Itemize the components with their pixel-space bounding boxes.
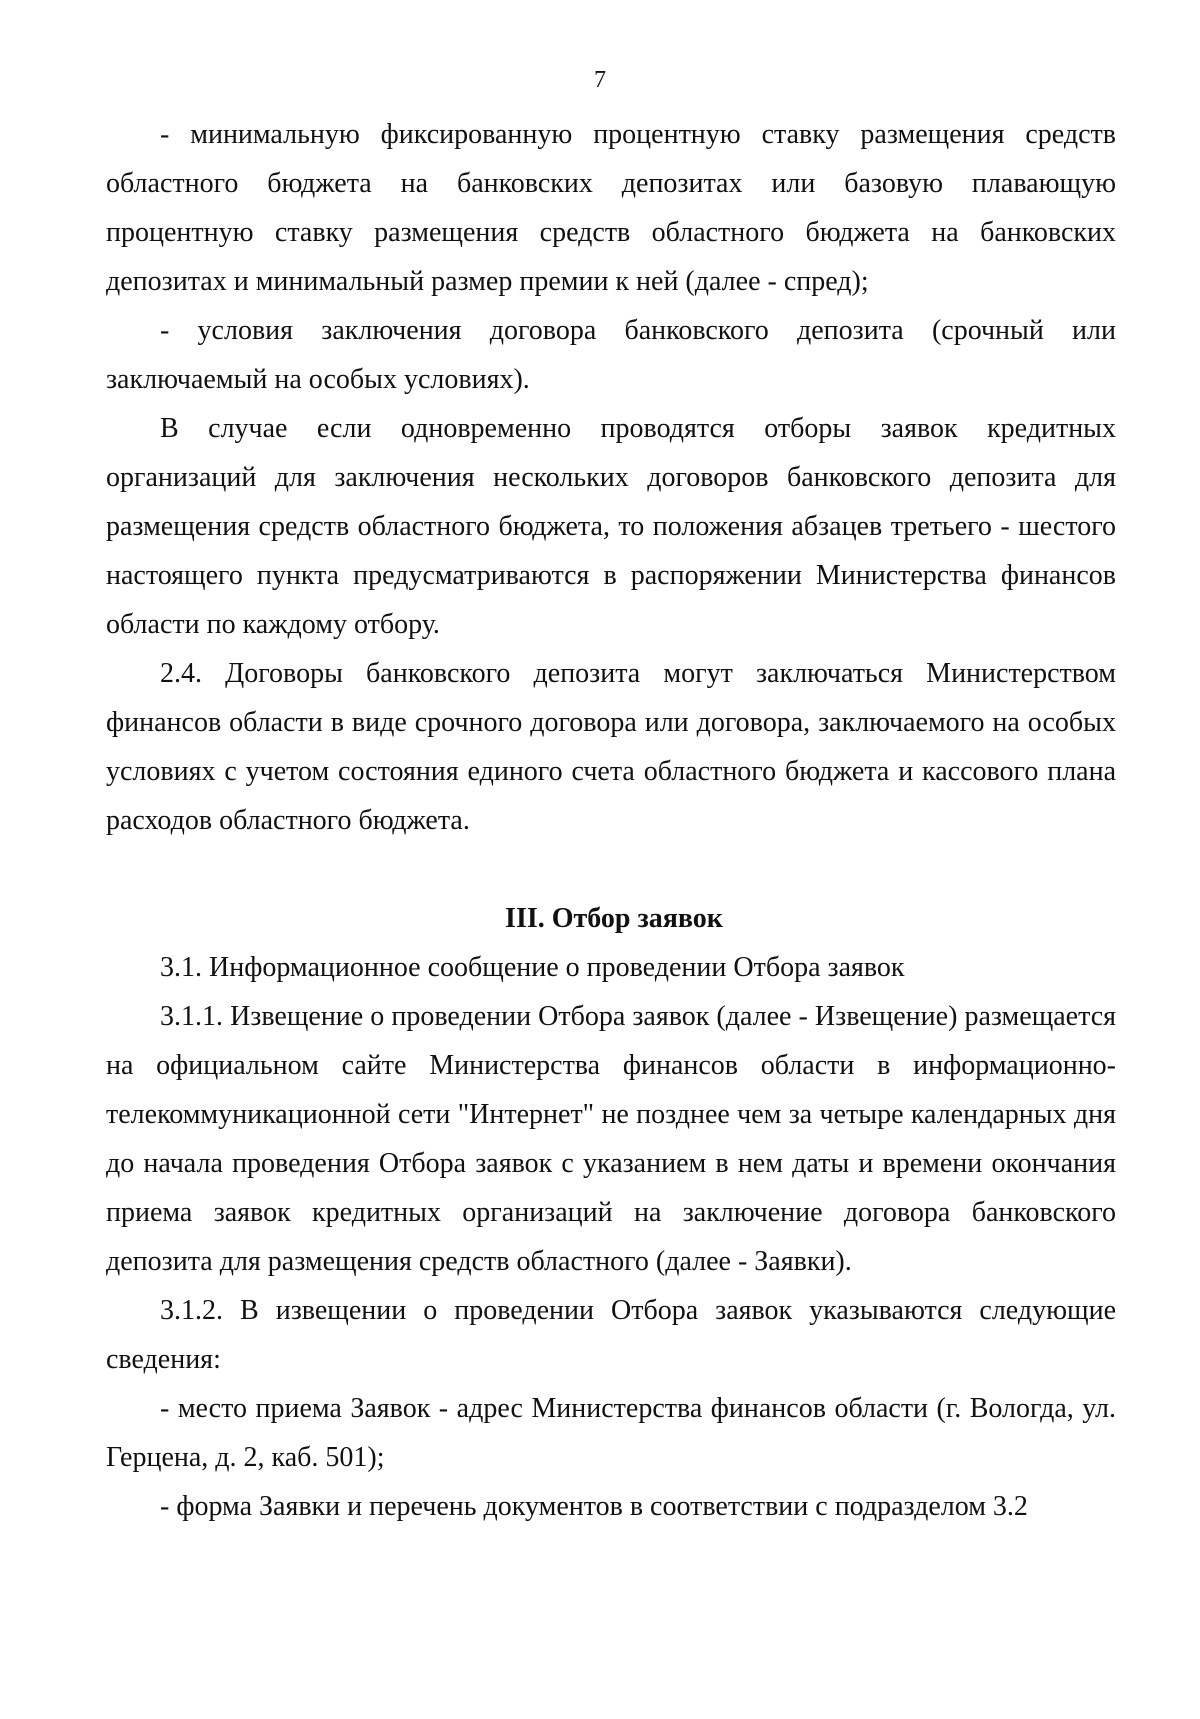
- paragraph-3-1-2: 3.1.2. В извещении о проведении Отбора заявок указываются следующие сведения:: [106, 1295, 1116, 1375]
- paragraph-3-1: 3.1. Информационное сообщение о проведении Отбора заявок: [160, 952, 905, 983]
- paragraph-3-1-1: 3.1.1. Извещение о проведении Отбора заявок (далее - Извещение) размещается на официальном сайте Министерства финансов области в информационно-телекоммуникационной сети "Интернет" не позднее чем за четыре календарных дня до начала проведения Отбора заявок с указанием в нем даты и времени окончания приема заявок кредитных организаций на заключение договора банковского депозита для размещения средств областного (далее - Заявки).: [106, 1001, 1116, 1277]
- paragraph-place-of-receipt: - место приема Заявок - адрес Министерства финансов области (г. Вологда, ул. Герцена, д. 2, каб. 501);: [106, 1393, 1116, 1473]
- paragraph-simultaneous-selection: В случае если одновременно проводятся отборы заявок кредитных организаций для заключения нескольких договоров банковского депозита для размещения средств областного бюджета, то положения абзацев третьего - шестого настоящего пункта предусматриваются в распоряжении Министерства финансов области по каждому отбору.: [106, 413, 1116, 640]
- section-heading: III. Отбор заявок: [505, 903, 723, 934]
- paragraph-2-4: 2.4. Договоры банковского депозита могут заключаться Министерством финансов области в виде срочного договора или договора, заключаемого на особых условиях с учетом состояния единого счета областного бюджета и кассового плана расходов областного бюджета.: [106, 658, 1116, 836]
- paragraph-application-form: - форма Заявки и перечень документов в соответствии с подразделом 3.2: [160, 1491, 1028, 1522]
- paragraph-deposit-conditions: - условия заключения договора банковского депозита (срочный или заключаемый на особых условиях).: [106, 315, 1116, 395]
- document-body: [106, 110, 1116, 1531]
- page-number: 7: [594, 67, 606, 93]
- paragraph-minimal-rate: - минимальную фиксированную процентную ставку размещения средств областного бюджета на банковских депозитах или базовую плавающую процентную ставку размещения средств областного бюджета на банковских депозитах и минимальный размер премии к ней (далее - спред);: [106, 119, 1116, 297]
